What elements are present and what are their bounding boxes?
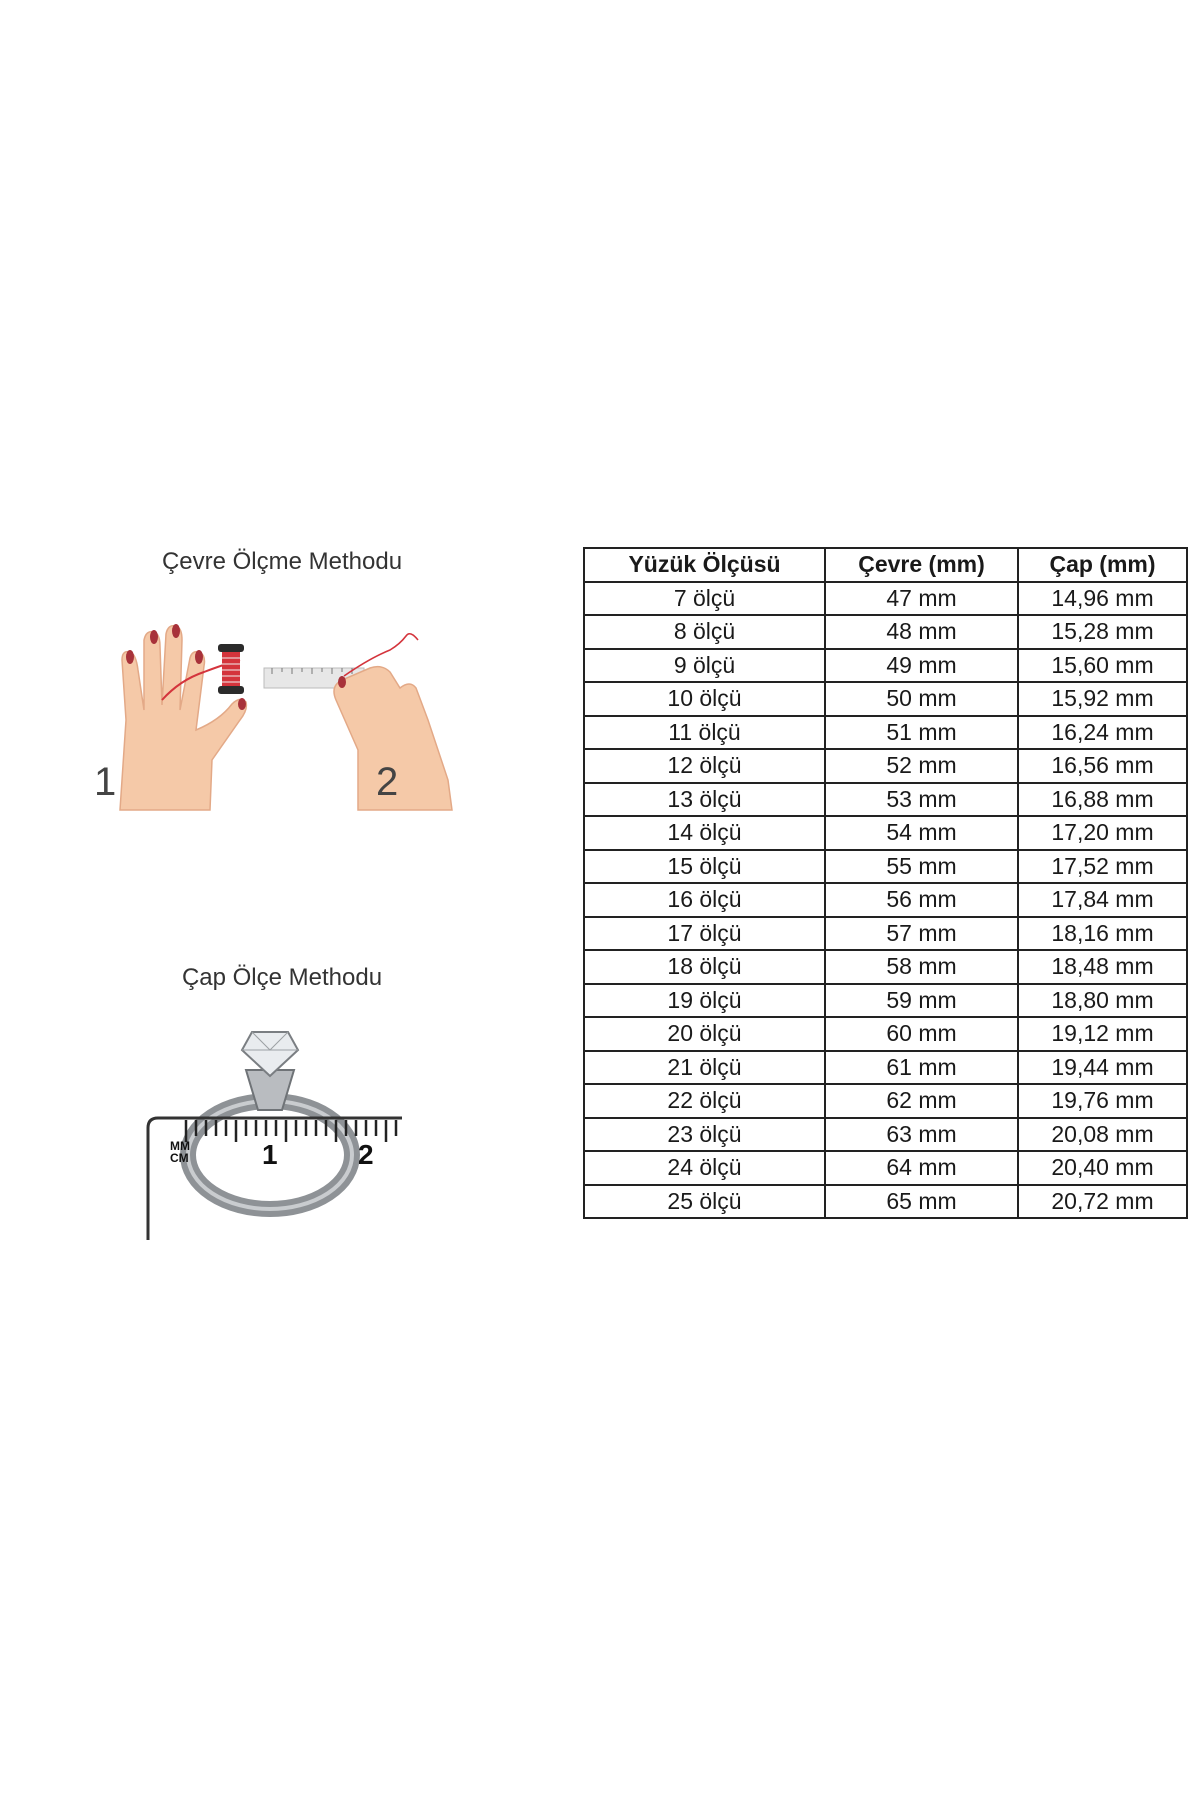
cell-ring-size: 11 ölçü — [584, 716, 825, 750]
table-row — [584, 649, 1187, 683]
cell-diameter: 15,60 mm — [1018, 649, 1187, 683]
cell-ring-size: 24 ölçü — [584, 1151, 825, 1185]
cell-ring-size: 18 ölçü — [584, 950, 825, 984]
header-diameter: Çap (mm) — [1018, 548, 1187, 582]
table-row — [584, 1051, 1187, 1085]
cell-circumference: 56 mm — [825, 883, 1018, 917]
cell-diameter: 18,48 mm — [1018, 950, 1187, 984]
cell-circumference: 53 mm — [825, 783, 1018, 817]
diameter-method-illustration — [140, 1010, 410, 1240]
cell-diameter: 19,44 mm — [1018, 1051, 1187, 1085]
cell-ring-size: 10 ölçü — [584, 682, 825, 716]
cell-diameter: 19,76 mm — [1018, 1084, 1187, 1118]
step-two-label: 2 — [376, 760, 399, 804]
table-row — [584, 950, 1187, 984]
cell-ring-size: 13 ölçü — [584, 783, 825, 817]
ruler-unit-cm-label: CM — [170, 1151, 189, 1165]
cell-diameter: 18,16 mm — [1018, 917, 1187, 951]
cell-ring-size: 22 ölçü — [584, 1084, 825, 1118]
cell-circumference: 58 mm — [825, 950, 1018, 984]
table-row — [584, 1185, 1187, 1219]
cell-ring-size: 7 ölçü — [584, 582, 825, 616]
table-row — [584, 850, 1187, 884]
table-row — [584, 682, 1187, 716]
table-row — [584, 917, 1187, 951]
cell-circumference: 62 mm — [825, 1084, 1018, 1118]
ring-image — [188, 1032, 352, 1209]
cell-diameter: 18,80 mm — [1018, 984, 1187, 1018]
cell-circumference: 57 mm — [825, 917, 1018, 951]
step-one-label: 1 — [94, 760, 117, 804]
cell-diameter: 16,24 mm — [1018, 716, 1187, 750]
table-row — [584, 816, 1187, 850]
table-row — [584, 749, 1187, 783]
cell-circumference: 65 mm — [825, 1185, 1018, 1219]
cell-ring-size: 15 ölçü — [584, 850, 825, 884]
table-row — [584, 1118, 1187, 1152]
cell-ring-size: 23 ölçü — [584, 1118, 825, 1152]
cell-diameter: 20,08 mm — [1018, 1118, 1187, 1152]
ring-size-table — [583, 547, 1188, 1219]
ruler-unit-mm-label: MM — [170, 1139, 190, 1153]
cell-diameter: 15,28 mm — [1018, 615, 1187, 649]
circumference-method-title: Çevre Ölçme Methodu — [161, 548, 403, 575]
cell-circumference: 64 mm — [825, 1151, 1018, 1185]
cell-circumference: 49 mm — [825, 649, 1018, 683]
diameter-method-title: Çap Ölçe Methodu — [181, 964, 383, 991]
cell-circumference: 55 mm — [825, 850, 1018, 884]
cell-circumference: 52 mm — [825, 749, 1018, 783]
circumference-method-illustration — [100, 600, 480, 810]
cell-ring-size: 20 ölçü — [584, 1017, 825, 1051]
table-row — [584, 984, 1187, 1018]
cell-ring-size: 21 ölçü — [584, 1051, 825, 1085]
cell-circumference: 63 mm — [825, 1118, 1018, 1152]
cell-ring-size: 14 ölçü — [584, 816, 825, 850]
cell-diameter: 17,84 mm — [1018, 883, 1187, 917]
cell-diameter: 19,12 mm — [1018, 1017, 1187, 1051]
table-body — [584, 582, 1187, 1219]
ruler-mark-1-label: 1 — [262, 1139, 278, 1170]
header-circumference: Çevre (mm) — [825, 548, 1018, 582]
cell-ring-size: 16 ölçü — [584, 883, 825, 917]
table-row — [584, 716, 1187, 750]
cell-diameter: 20,72 mm — [1018, 1185, 1187, 1219]
cell-diameter: 17,52 mm — [1018, 850, 1187, 884]
table-row — [584, 1084, 1187, 1118]
cell-diameter: 16,56 mm — [1018, 749, 1187, 783]
cell-ring-size: 25 ölçü — [584, 1185, 825, 1219]
table-row — [584, 615, 1187, 649]
cell-ring-size: 9 ölçü — [584, 649, 825, 683]
ruler-image — [148, 1118, 402, 1240]
cell-ring-size: 12 ölçü — [584, 749, 825, 783]
cell-circumference: 50 mm — [825, 682, 1018, 716]
cell-diameter: 17,20 mm — [1018, 816, 1187, 850]
cell-diameter: 14,96 mm — [1018, 582, 1187, 616]
table-row — [584, 582, 1187, 616]
table-header-row — [584, 548, 1187, 582]
ruler-mark-2-label: 2 — [358, 1139, 374, 1170]
cell-circumference: 54 mm — [825, 816, 1018, 850]
cell-ring-size: 8 ölçü — [584, 615, 825, 649]
cell-diameter: 20,40 mm — [1018, 1151, 1187, 1185]
cell-circumference: 60 mm — [825, 1017, 1018, 1051]
table-row — [584, 1151, 1187, 1185]
cell-circumference: 51 mm — [825, 716, 1018, 750]
table-row — [584, 1017, 1187, 1051]
table-row — [584, 883, 1187, 917]
cell-circumference: 48 mm — [825, 615, 1018, 649]
cell-circumference: 61 mm — [825, 1051, 1018, 1085]
cell-diameter: 15,92 mm — [1018, 682, 1187, 716]
thread-spool-image — [218, 644, 244, 694]
cell-diameter: 16,88 mm — [1018, 783, 1187, 817]
cell-ring-size: 17 ölçü — [584, 917, 825, 951]
cell-circumference: 47 mm — [825, 582, 1018, 616]
cell-ring-size: 19 ölçü — [584, 984, 825, 1018]
cell-circumference: 59 mm — [825, 984, 1018, 1018]
table-row — [584, 783, 1187, 817]
header-ring-size: Yüzük Ölçüsü — [584, 548, 825, 582]
